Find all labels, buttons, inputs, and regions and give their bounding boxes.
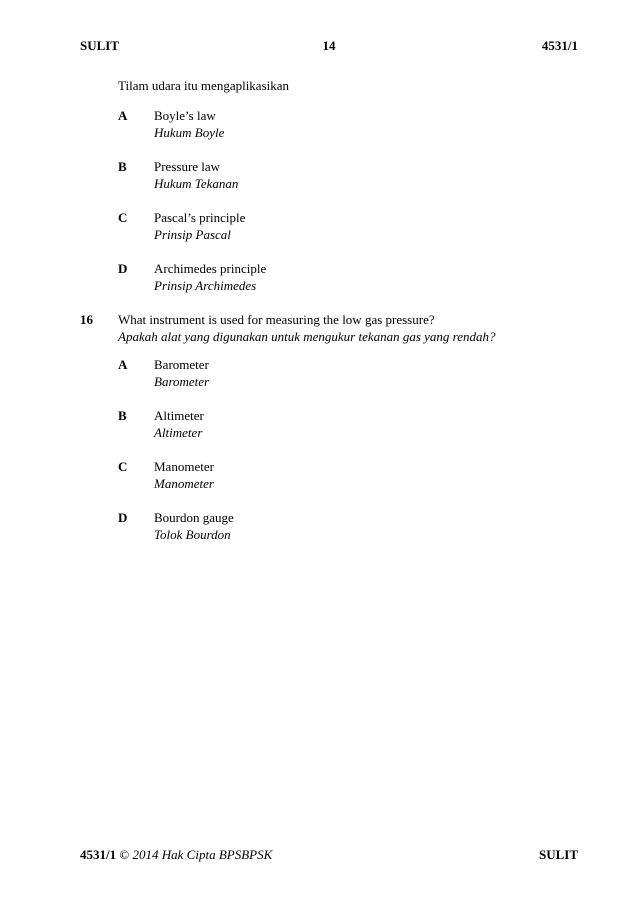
q15-option-c	[118, 209, 578, 245]
option-text-en: Barometer	[154, 357, 209, 372]
option-letter: A	[118, 108, 128, 123]
q16-stem-en: What instrument is used for measuring the low gas pressure?	[118, 312, 435, 327]
option-text-en: Manometer	[154, 459, 214, 474]
header-classification: SULIT	[80, 38, 120, 53]
option-letter: B	[118, 159, 127, 174]
page-number: 14	[322, 38, 336, 53]
option-text-my: Manometer	[154, 476, 214, 491]
q15-option-b	[118, 158, 578, 194]
option-letter: D	[118, 510, 128, 525]
option-text-en: Boyle’s law	[154, 108, 216, 123]
option-text-my: Altimeter	[154, 425, 203, 440]
option-text-en: Pascal’s principle	[154, 210, 246, 225]
footer-copyright: 2014 Hak Cipta BPSBPSK	[129, 847, 273, 862]
q16-number: 16	[80, 312, 93, 327]
option-letter: C	[118, 210, 128, 225]
q16-option-c	[118, 458, 578, 494]
q16-stem-my: Apakah alat yang digunakan untuk mengukur tekanan gas yang rendah?	[118, 329, 496, 344]
option-letter: D	[118, 261, 128, 276]
footer-left	[80, 847, 272, 863]
page-header	[80, 38, 578, 56]
option-text-my: Barometer	[154, 374, 210, 389]
option-text-en: Archimedes principle	[154, 261, 267, 276]
q15-option-d	[118, 260, 578, 296]
option-text-my: Hukum Boyle	[154, 125, 225, 140]
q16-option-a	[118, 356, 578, 392]
option-text-my: Prinsip Pascal	[154, 227, 231, 242]
header-paper-code: 4531/1	[541, 38, 578, 53]
q15-option-a	[118, 107, 578, 143]
footer-paper-code: 4531/1	[80, 847, 117, 862]
page-footer	[80, 847, 578, 865]
option-text-my: Hukum Tekanan	[154, 176, 239, 191]
option-text-en: Altimeter	[154, 408, 204, 423]
q15-stem: Tilam udara itu mengaplikasikan	[118, 78, 290, 93]
option-text-my: Tolok Bourdon	[154, 527, 231, 542]
option-letter: A	[118, 357, 128, 372]
copyright-symbol: ©	[119, 847, 130, 862]
option-letter: C	[118, 459, 128, 474]
q16-option-b	[118, 407, 578, 443]
option-text-en: Bourdon gauge	[154, 510, 234, 525]
option-text-en: Pressure law	[154, 159, 221, 174]
footer-classification: SULIT	[538, 847, 578, 862]
option-text-my: Prinsip Archimedes	[154, 278, 257, 293]
q16-option-d	[118, 509, 578, 545]
option-letter: B	[118, 408, 127, 423]
